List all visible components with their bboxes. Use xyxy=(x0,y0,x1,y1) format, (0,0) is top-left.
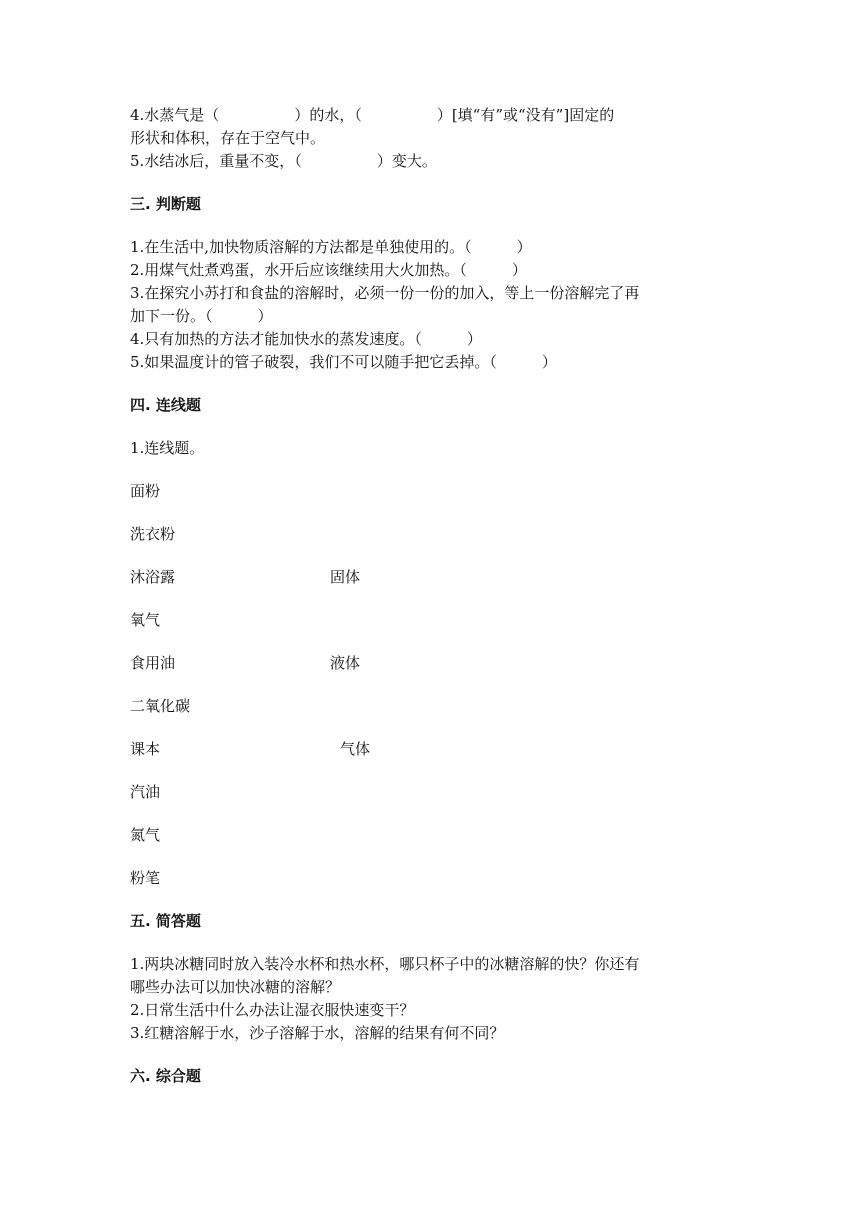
matching-left-item: 汽油 xyxy=(130,783,161,801)
matching-row xyxy=(130,738,730,761)
matching-row xyxy=(130,480,730,503)
matching-left-item: 面粉 xyxy=(130,482,161,500)
section-title-judgement: 三. 判断题 xyxy=(130,195,201,213)
judgement-q2: 2.用煤气灶煮鸡蛋，水开后应该继续用大火加热。（ ） xyxy=(130,261,527,279)
matching-left-item: 二氧化碳 xyxy=(130,697,191,715)
matching-row xyxy=(130,523,730,546)
short-answer-q1-line2: 哪些办法可以加快冰糖的溶解？ xyxy=(130,978,341,996)
matching-row xyxy=(130,652,730,675)
matching-row xyxy=(130,781,730,804)
judgement-q1: 1.在生活中,加快物质溶解的方法都是单独使用的。（ ） xyxy=(130,238,532,256)
fill-blank-q4-line2: 形状和体积，存在于空气中。 xyxy=(130,129,326,147)
section-title-comprehensive: 六. 综合题 xyxy=(130,1067,201,1085)
matching-right-item-gas: 气体 xyxy=(340,740,371,758)
matching-left-item: 沐浴露 xyxy=(130,568,176,586)
matching-right-item-liquid: 液体 xyxy=(330,654,361,672)
matching-left-item: 氧气 xyxy=(130,611,161,629)
matching-row xyxy=(130,824,730,847)
judgement-q5: 5.如果温度计的管子破裂，我们不可以随手把它丢掉。（ ） xyxy=(130,353,557,371)
matching-row xyxy=(130,609,730,632)
short-answer-q1-line1: 1.两块冰糖同时放入装冷水杯和热水杯，哪只杯子中的冰糖溶解的快？你还有 xyxy=(130,955,640,973)
matching-left-item: 课本 xyxy=(130,740,161,758)
section-title-matching: 四. 连线题 xyxy=(130,396,201,414)
section-title-short-answer: 五. 简答题 xyxy=(130,912,201,930)
matching-left-item: 洗衣粉 xyxy=(130,525,176,543)
judgement-q3-line1: 3.在探究小苏打和食盐的溶解时，必须一份一份的加入，等上一份溶解完了再 xyxy=(130,284,640,302)
matching-left-item: 食用油 xyxy=(130,654,176,672)
worksheet-page xyxy=(130,104,730,1088)
matching-left-item: 氮气 xyxy=(130,826,161,844)
fill-blank-q5: 5.水结冰后，重量不变，（ ）变大。 xyxy=(130,152,437,170)
fill-blank-q4-line1: 4.水蒸气是（ ）的水，（ ）[填“有”或“没有”]固定的 xyxy=(130,106,615,124)
matching-row xyxy=(130,566,730,589)
matching-left-item: 粉笔 xyxy=(130,869,161,887)
short-answer-q2: 2.日常生活中什么办法让湿衣服快速变干？ xyxy=(130,1001,415,1019)
matching-q1: 1.连线题。 xyxy=(130,439,205,457)
judgement-q4: 4.只有加热的方法才能加快水的蒸发速度。（ ） xyxy=(130,330,482,348)
matching-row xyxy=(130,867,730,890)
matching-row xyxy=(130,695,730,718)
matching-right-item-solid: 固体 xyxy=(330,568,361,586)
short-answer-q3: 3.红糖溶解于水，沙子溶解于水，溶解的结果有何不同？ xyxy=(130,1024,505,1042)
judgement-q3-line2: 加下一份。（ ） xyxy=(130,307,273,325)
